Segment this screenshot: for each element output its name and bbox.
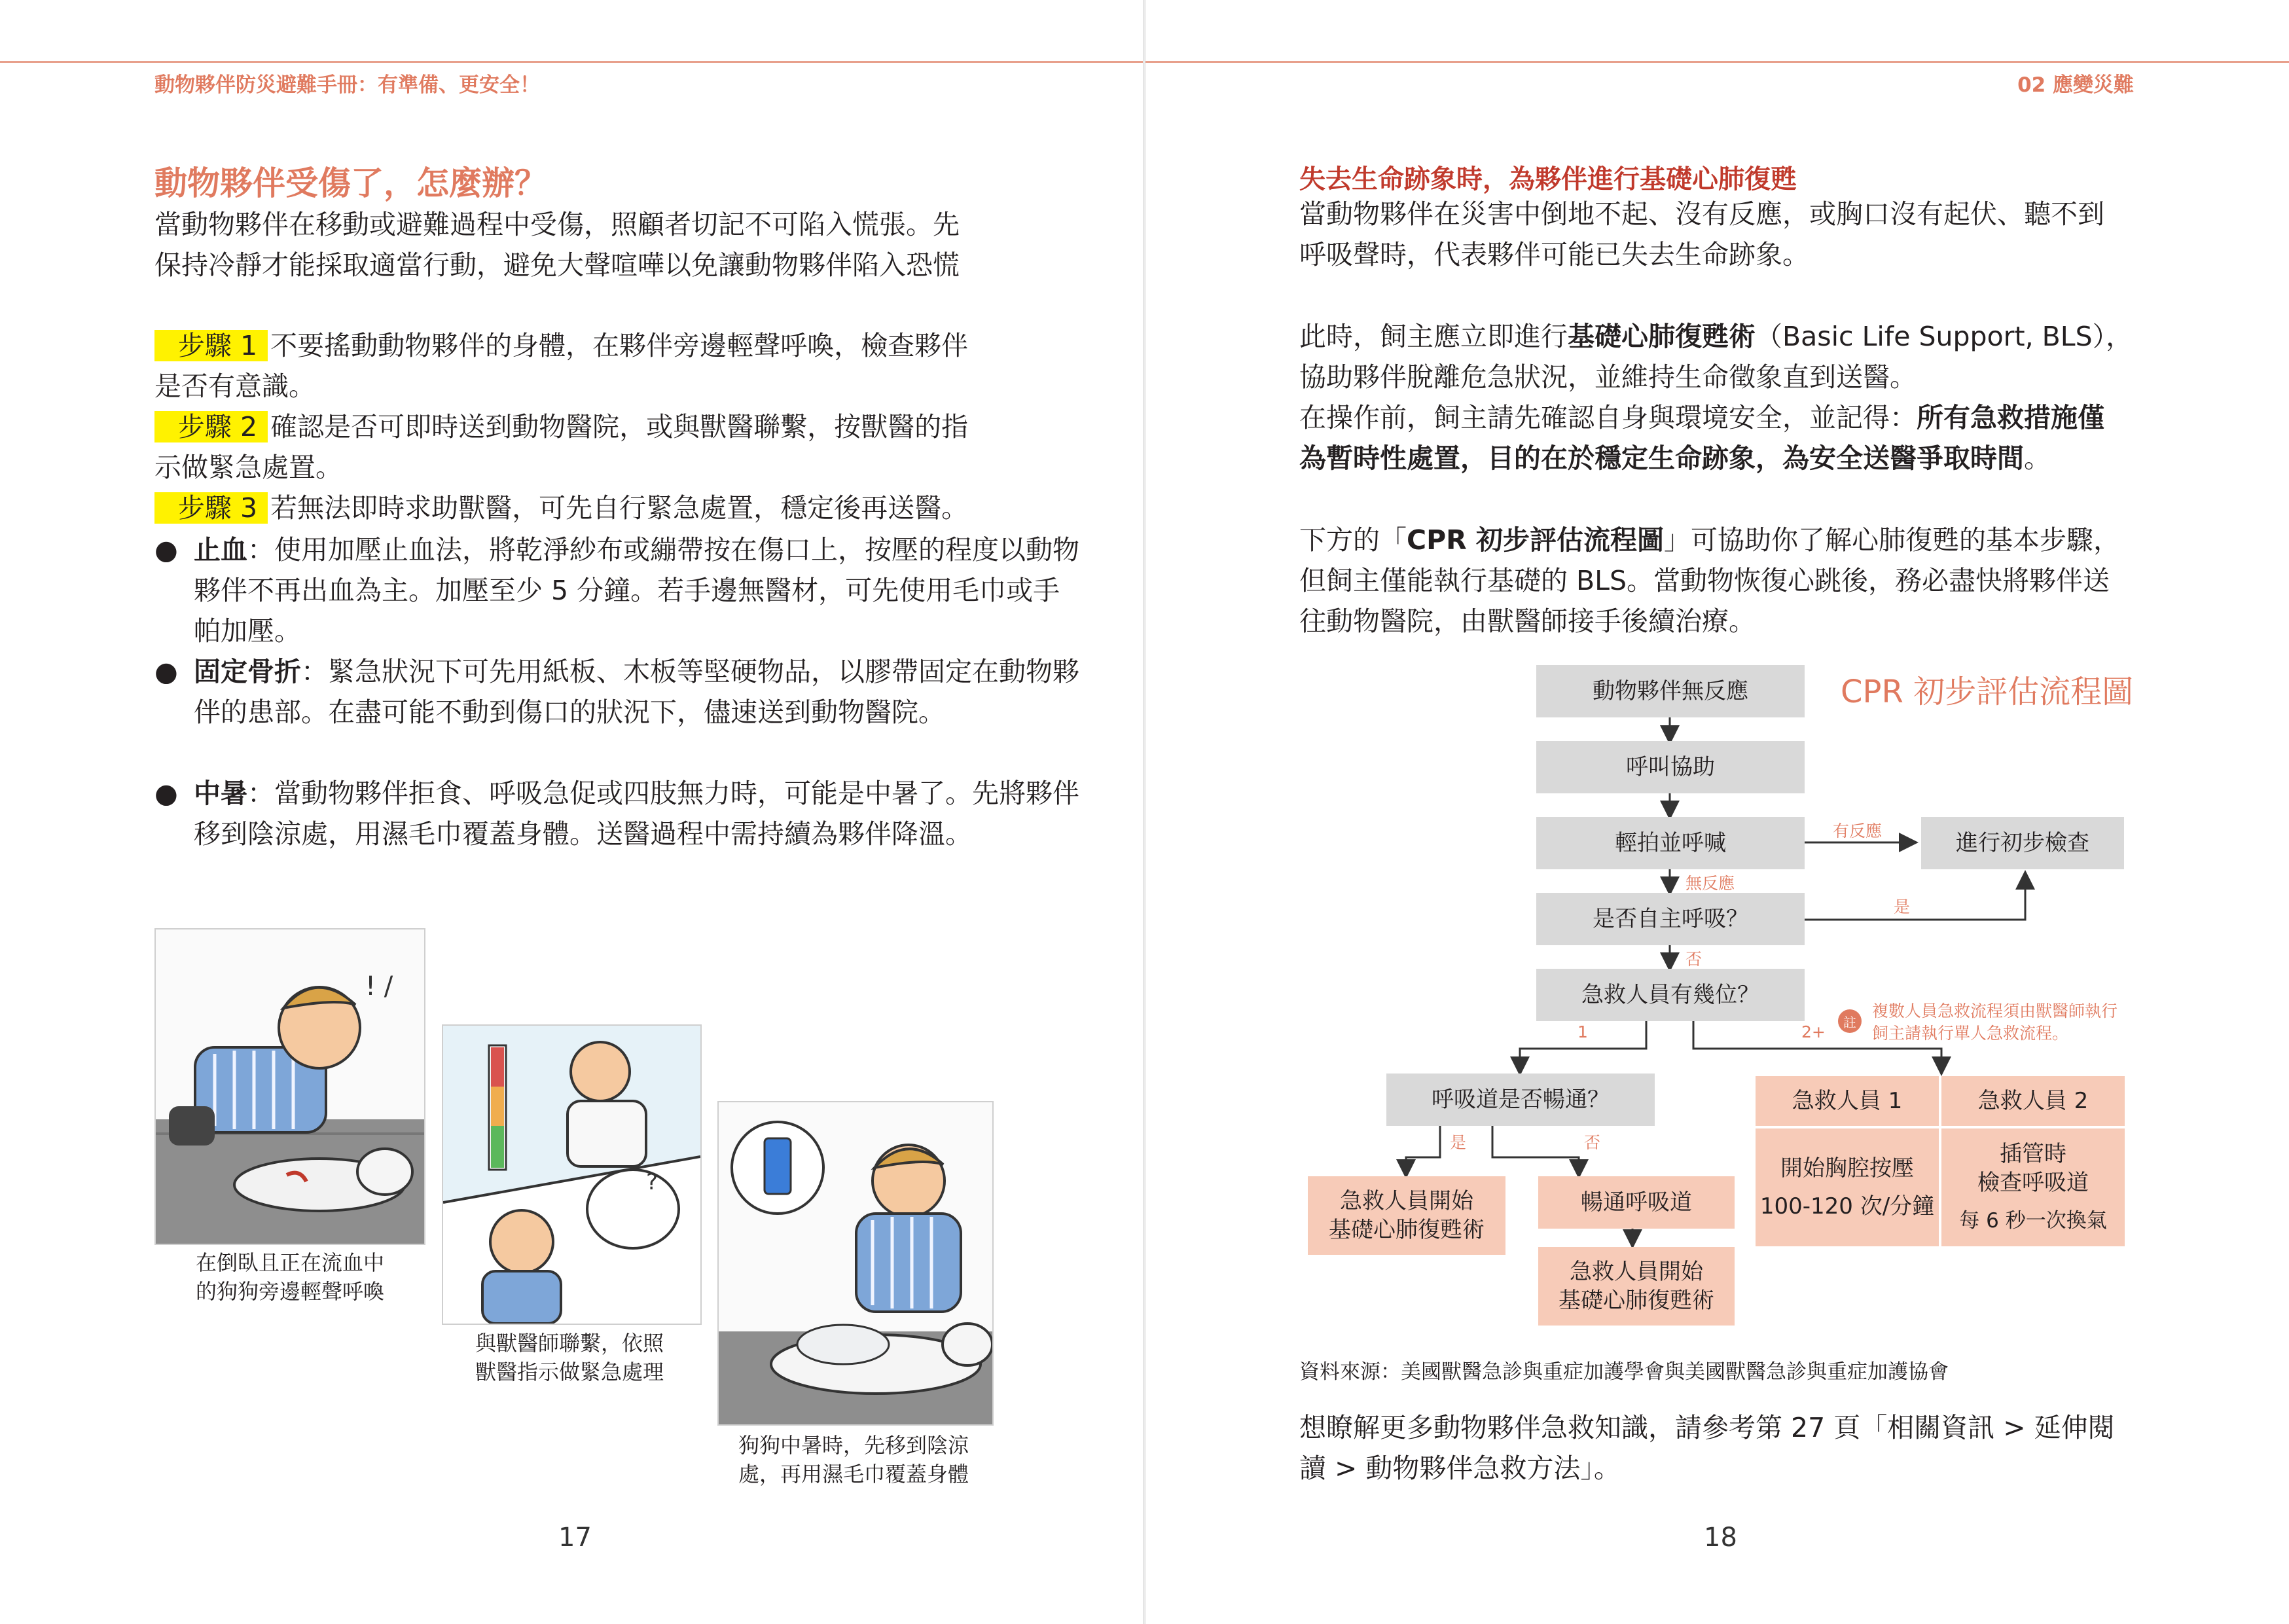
intro-paragraph — [154, 204, 1084, 285]
flow-node-unresponsive: 動物夥伴無反應 — [1536, 665, 1805, 717]
step-2-text-2: 示做緊急處置。 — [154, 452, 342, 483]
svg-text:! /: ! / — [365, 971, 393, 1001]
step-3 — [154, 488, 1084, 528]
lifesign-line-2: 呼吸聲時，代表夥伴可能已失去生命跡象。 — [1299, 239, 1809, 270]
step-1-text: 不要搖動動物夥伴的身體，在夥伴旁邊輕聲呼喚，檢查夥伴 — [270, 330, 969, 361]
source-note: 資料來源：美國獸醫急診與重症加護學會與美國獸醫急診與重症加護協會 — [1299, 1360, 1949, 1384]
flow-rescuer-2-body — [1941, 1128, 2125, 1246]
step-3-text: 若無法即時求助獸醫，可先自行緊急處置，穩定後再送醫。 — [270, 492, 969, 524]
illustration-bleeding-dog — [154, 928, 425, 1245]
step-2-text: 確認是否可即時送到動物醫院，或與獸醫聯繫，按獸醫的指 — [270, 411, 969, 442]
bullet-text: ：使用加壓止血法，將乾淨紗布或繃帶按在傷口上，按壓的程度以動物夥伴不再出血為主。加壓至少 5 分鐘。若手邊無醫材，可先使用毛巾或手帕加壓。 — [194, 534, 1079, 647]
rescuer-2-rate: 每 6 秒一次換氣 — [1959, 1209, 2107, 1233]
flow-node-initial-check: 進行初步檢查 — [1921, 817, 2124, 869]
bullet-dot: ● — [154, 534, 178, 566]
caption-2 — [445, 1329, 694, 1386]
flow-note-line-1: 複數人員急救流程須由獸醫師執行 — [1872, 1001, 2118, 1020]
note-badge: 註 — [1838, 1009, 1862, 1033]
bullet-term: 中暑 — [194, 778, 247, 809]
bls-line-2: 協助夥伴脫離危急狀況，並維持生命徵象直到送醫。 — [1299, 361, 1917, 393]
flow-node-start-cpr-a: 急救人員開始 基礎心肺復甦術 — [1308, 1176, 1505, 1255]
step-1-label: 步驟 1 — [154, 330, 268, 361]
page-number-right: 18 — [1704, 1523, 1737, 1553]
flow-label-no: 否 — [1685, 950, 1703, 969]
flow-rescuer-2-head: 急救人員 2 — [1941, 1076, 2125, 1126]
flow-label-responsive: 有反應 — [1833, 821, 1883, 840]
cpr-intro-a: 下方的「 — [1299, 524, 1407, 556]
bullet-term: 止血 — [194, 534, 247, 566]
caption-1-line-1: 在倒臥且正在流血中 — [195, 1250, 384, 1275]
bullet-term: 固定骨折 — [194, 656, 301, 687]
cpr-intro-line-3: 往動物醫院，由獸醫師接手後續治療。 — [1299, 605, 1756, 637]
bls-line-3b: 所有急救措施僅 — [1917, 402, 2104, 433]
caption-3-line-1: 狗狗中暑時，先移到陰涼 — [738, 1433, 969, 1458]
bullet-text: ：當動物夥伴拒食、呼吸急促或四肢無力時，可能是中暑了。先將夥伴移到陰涼處，用濕毛巾覆蓋身體。送醫過程中需持續為夥伴降溫。 — [194, 778, 1079, 850]
caption-3 — [723, 1431, 984, 1489]
bls-line-1a: 此時，飼主應立即進行 — [1299, 321, 1568, 352]
flow-note-line-2: 飼主請執行單人急救流程。 — [1872, 1024, 2069, 1043]
bullet-dot: ● — [154, 778, 178, 809]
caption-3-line-2: 處，再用濕毛巾覆蓋身體 — [738, 1462, 969, 1487]
caption-1-line-2: 的狗狗旁邊輕聲呼喚 — [195, 1279, 384, 1304]
page-number-left: 17 — [558, 1523, 592, 1553]
caption-2-line-2: 獸醫指示做緊急處理 — [475, 1360, 664, 1384]
rescuer-2-task-1: 插管時 — [2000, 1141, 2066, 1167]
step-2-label: 步驟 2 — [154, 411, 268, 442]
flow-label-airway-yes: 是 — [1450, 1133, 1467, 1152]
rescuer-2-task-2: 檢查呼吸道 — [1977, 1170, 2089, 1196]
flow-node-start-cpr-b: 急救人員開始 基礎心肺復甦術 — [1538, 1247, 1735, 1326]
illustration-call-vet — [442, 1024, 702, 1325]
running-header-right: 02 應變災難 — [2017, 73, 2134, 97]
bullet-dot: ● — [154, 656, 178, 687]
svg-text:?: ? — [646, 1169, 658, 1195]
lifesign-paragraph — [1299, 194, 2229, 275]
flow-label-yes: 是 — [1894, 897, 1911, 916]
flow-label-one: 1 — [1577, 1022, 1588, 1041]
flow-label-unresponsive: 無反應 — [1685, 874, 1735, 893]
left-page-title: 動物夥伴受傷了，怎麼辦？ — [154, 164, 547, 202]
step-3-label: 步驟 3 — [154, 492, 268, 524]
flowchart-title: CPR 初步評估流程圖 — [1841, 674, 2134, 710]
flow-label-airway-no: 否 — [1584, 1133, 1601, 1152]
more-info-paragraph — [1299, 1407, 2163, 1489]
more-info-line-2: 讀 > 動物夥伴急救方法」。 — [1299, 1453, 1621, 1484]
more-info-line-1: 想瞭解更多動物夥伴急救知識，請參考第 27 頁「相關資訊 > 延伸閱 — [1299, 1412, 2115, 1443]
bullet-heatstroke — [154, 773, 1084, 854]
bls-line-4-end: 。 — [2024, 442, 2051, 474]
lifesign-line-1: 當動物夥伴在災害中倒地不起、沒有反應，或胸口沒有起伏、聽不到 — [1299, 198, 2104, 230]
cpr-intro-line-2: 但飼主僅能執行基礎的 BLS。當動物恢復心跳後，務必盡快將夥伴送 — [1299, 565, 2110, 596]
illustration-heatstroke-dog — [717, 1101, 994, 1426]
step-2 — [154, 406, 1084, 488]
flow-label-two-plus: 2+ — [1801, 1022, 1826, 1041]
running-header-left: 動物夥伴防災避難手冊：有準備、更安全！ — [154, 73, 540, 97]
flow-node-call-help: 呼叫協助 — [1536, 741, 1805, 793]
flow-note — [1872, 1000, 2118, 1045]
right-page-title: 失去生命跡象時，為夥伴進行基礎心肺復甦 — [1299, 164, 1797, 194]
flow-rescuer-1-body — [1756, 1128, 1939, 1246]
bls-line-3a: 在操作前，飼主請先確認自身與環境安全，並記得： — [1299, 402, 1917, 433]
flow-node-clear-airway: 暢通呼吸道 — [1538, 1176, 1735, 1229]
flow-node-airway: 呼吸道是否暢通？ — [1386, 1074, 1655, 1126]
cpr-intro-paragraph — [1299, 520, 2150, 641]
rescuer-1-task: 開始胸腔按壓 — [1780, 1155, 1914, 1182]
book-spine — [1143, 0, 1145, 1624]
bls-term: 基礎心肺復甦術 — [1568, 321, 1756, 352]
bullet-text: ：緊急狀況下可先用紙板、木板等堅硬物品，以膠帶固定在動物夥伴的患部。在盡可能不動到傷口的狀況下，儘速送到動物醫院。 — [194, 656, 1079, 728]
cpr-intro-term: CPR 初步評估流程圖 — [1407, 524, 1664, 556]
rescuer-1-rate: 100-120 次/分鐘 — [1759, 1193, 1935, 1219]
step-1 — [154, 325, 1084, 406]
bls-paragraph — [1299, 316, 2150, 478]
flow-rescuer-1-head: 急救人員 1 — [1756, 1076, 1939, 1126]
flow-node-tap-shout: 輕拍並呼喊 — [1536, 817, 1805, 869]
bls-line-4: 為暫時性處置，目的在於穩定生命跡象，為安全送醫爭取時間 — [1299, 442, 2024, 474]
caption-2-line-1: 與獸醫師聯繫，依照 — [475, 1331, 664, 1356]
intro-line-2: 保持冷靜才能採取適當行動，避免大聲喧嘩以免讓動物夥伴陷入恐慌 — [154, 249, 960, 281]
cpr-intro-c: 」可協助你了解心肺復甦的基本步驟， — [1663, 524, 2120, 556]
bullet-stop-bleeding — [154, 530, 1084, 651]
caption-1 — [175, 1248, 405, 1306]
flow-node-rescuers-count: 急救人員有幾位？ — [1536, 969, 1805, 1021]
flow-node-breathing: 是否自主呼吸？ — [1536, 893, 1805, 945]
intro-line-1: 當動物夥伴在移動或避難過程中受傷，照顧者切記不可陷入慌張。先 — [154, 209, 960, 240]
bullet-fracture — [154, 651, 1084, 732]
step-1-text-2: 是否有意識。 — [154, 370, 315, 402]
bls-line-1c: （Basic Life Support, BLS）， — [1756, 321, 2133, 352]
